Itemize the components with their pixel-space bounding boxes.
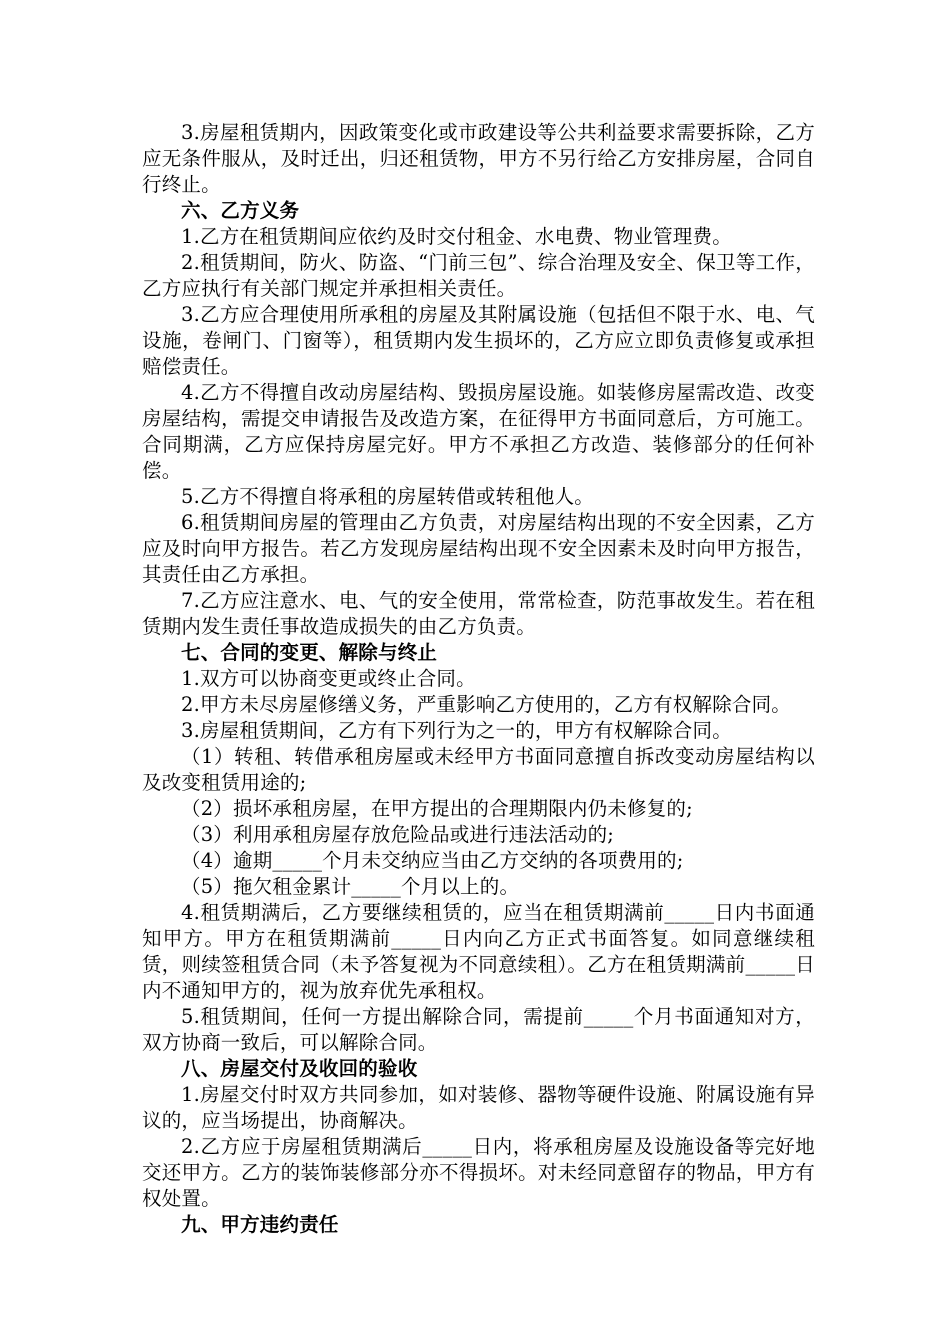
section-heading: 六、乙方义务 — [181, 199, 300, 222]
paragraph: 7.乙方应注意水、电、气的安全使用，常常检查，防范事故发生。若在租赁期内发生责任事故造成损失的由乙方负责。 — [142, 589, 815, 638]
paragraph: 2.租赁期间，防火、防盗、“门前三包”、综合治理及安全、保卫等工作，乙方应执行有关部门规定并承担相关责任。 — [142, 251, 815, 300]
section-heading: 九、甲方违约责任 — [181, 1213, 339, 1236]
section-heading: 七、合同的变更、解除与终止 — [181, 641, 438, 664]
paragraph: 1.乙方在租赁期间应依约及时交付租金、水电费、物业管理费。 — [181, 225, 732, 248]
paragraph: 2.甲方未尽房屋修缮义务，严重影响乙方使用的，乙方有权解除合同。 — [181, 693, 792, 716]
paragraph: 5.租赁期间，任何一方提出解除合同，需提前_____个月书面通知对方，双方协商一致后，可以解除合同。 — [142, 1005, 815, 1054]
paragraph: 5.乙方不得擅自将承租的房屋转借或转租他人。 — [181, 485, 595, 508]
paragraph: 3.房屋租赁期内，因政策变化或市政建设等公共利益要求需要拆除，乙方应无条件服从，及时迁出，归还租赁物，甲方不另行给乙方安排房屋，合同自行终止。 — [142, 121, 815, 196]
paragraph: 4.租赁期满后，乙方要继续租赁的，应当在租赁期满前_____日内书面通知甲方。甲方在租赁期满前_____日内向乙方正式书面答复。如同意继续租赁，则续签租赁合同（未予答复视为不同意续租）。乙方在租赁期满前_____日内不通知甲方的，视为放弃优先承租权。 — [142, 901, 815, 1002]
paragraph: 2.乙方应于房屋租赁期满后_____日内，将承租房屋及设施设备等完好地交还甲方。乙方的装饰装修部分亦不得损坏。对未经同意留存的物品，甲方有权处置。 — [142, 1135, 815, 1210]
paragraph: 3.乙方应合理使用所承租的房屋及其附属设施（包括但不限于水、电、气设施，卷闸门、门窗等），租赁期内发生损坏的，乙方应立即负责修复或承担赔偿责任。 — [142, 303, 815, 378]
paragraph: （3）利用承租房屋存放危险品或进行违法活动的; — [181, 823, 615, 846]
paragraph: 4.乙方不得擅自改动房屋结构、毁损房屋设施。如装修房屋需改造、改变房屋结构，需提交申请报告及改造方案，在征得甲方书面同意后，方可施工。合同期满，乙方应保持房屋完好。甲方不承担乙方改造、装修部分的任何补偿。 — [142, 381, 815, 482]
paragraph: （4）逾期_____个月未交纳应当由乙方交纳的各项费用的; — [181, 849, 684, 872]
paragraph: 1.双方可以协商变更或终止合同。 — [181, 667, 476, 690]
section-heading: 八、房屋交付及收回的验收 — [181, 1057, 418, 1080]
paragraph: 6.租赁期间房屋的管理由乙方负责，对房屋结构出现的不安全因素，乙方应及时向甲方报告。若乙方发现房屋结构出现不安全因素未及时向甲方报告，其责任由乙方承担。 — [142, 511, 815, 586]
paragraph: （2）损坏承租房屋，在甲方提出的合理期限内仍未修复的; — [181, 797, 693, 820]
paragraph: （5）拖欠租金累计_____个月以上的。 — [181, 875, 520, 898]
paragraph: 1.房屋交付时双方共同参加，如对装修、器物等硬件设施、附属设施有异议的，应当场提出，协商解决。 — [142, 1083, 815, 1132]
paragraph: 3.房屋租赁期间，乙方有下列行为之一的，甲方有权解除合同。 — [181, 719, 732, 742]
paragraph: （1）转租、转借承租房屋或未经甲方书面同意擅自拆改变动房屋结构以及改变租赁用途的; — [142, 745, 815, 794]
